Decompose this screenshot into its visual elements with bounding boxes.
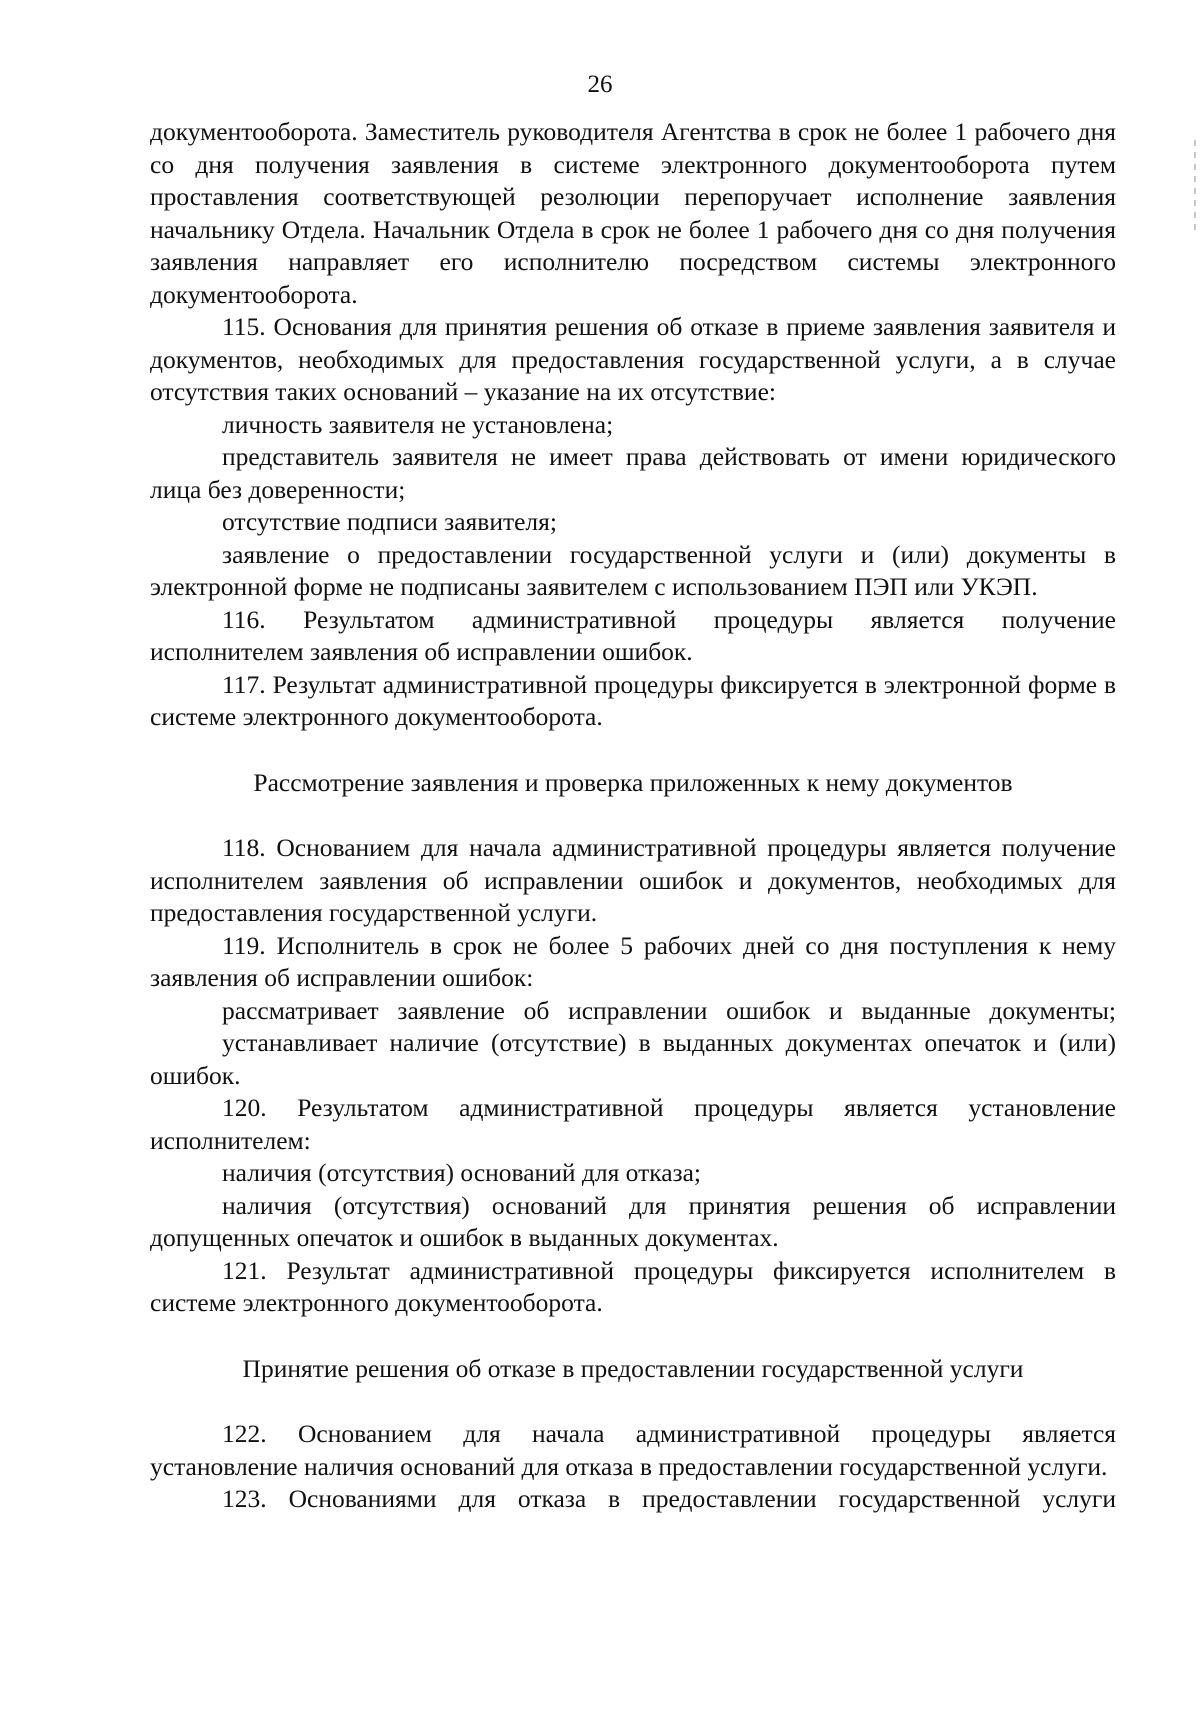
list-item-review: рассматривает заявление об исправлении ошибок и выданные документы; — [222, 995, 1116, 1025]
page-number: 26 — [587, 71, 613, 98]
paragraph-116: 116. Результатом административной процедуры является получение исполнителем заявления об исправлении ошибок. — [150, 604, 1116, 666]
section-heading-refusal: Принятие решения об отказе в предоставлении государственной услуги — [242, 1353, 1024, 1383]
list-item-electronic-form: заявление о предоставлении государственной услуги и (или) документы в электронной форме не подписаны заявителем с использованием ПЭП или УКЭП. — [150, 539, 1116, 601]
section-heading-review: Рассмотрение заявления и проверка приложенных к нему документов — [253, 767, 1013, 797]
paragraph-121: 121. Результат административной процедуры фиксируется исполнителем в системе электронного документооборота. — [150, 1255, 1116, 1317]
paragraph-115: 115. Основания для принятия решения об отказе в приеме заявления заявителя и документов, необходимых для предоставления государственной услуги, а в случае отсутствия таких оснований – указание на их отсутствие: — [150, 312, 1116, 406]
paragraph-122: 122. Основанием для начала административной процедуры является установление наличия оснований для отказа в предоставлении государственной услуги. — [150, 1419, 1116, 1481]
paragraph-123: 123. Основаниями для отказа в предоставлении государственной услуги — [222, 1484, 1116, 1513]
paragraph-120: 120. Результатом административной процедуры является установление исполнителем: — [150, 1093, 1116, 1155]
list-item-signature: отсутствие подписи заявителя; — [222, 507, 557, 536]
paragraph-continuation: документооборота. Заместитель руководителя Агентства в срок не более 1 рабочего дня со дня получения заявления в системе электронного документооборота путем проставления соответствующей резолюции перепоручает исполнение заявления начальнику Отдела. Начальник Отдела в срок не более 1 рабочего дня со дня получения заявления направляет его исполнителю посредством системы электронного документооборота. — [150, 117, 1116, 309]
list-item-representative: представитель заявителя не имеет права действовать от имени юридического лица без доверенности; — [150, 442, 1116, 504]
scan-margin-marks — [1194, 140, 1196, 230]
list-item-correction-grounds: наличия (отсутствия) оснований для принятия решения об исправлении допущенных опечаток и ошибок в выданных документах. — [150, 1190, 1116, 1252]
paragraph-118: 118. Основанием для начала административной процедуры является получение исполнителем заявления об исправлении ошибок и документов, необходимых для предоставления государственной услуги. — [150, 833, 1116, 927]
paragraph-117: 117. Результат административной процедуры фиксируется в электронной форме в системе электронного документооборота. — [150, 669, 1116, 731]
paragraph-119: 119. Исполнитель в срок не более 5 рабочих дней со дня поступления к нему заявления об исправлении ошибок: — [150, 930, 1116, 992]
document-body — [150, 116, 1116, 1516]
list-item-refusal-grounds: наличия (отсутствия) оснований для отказа; — [222, 1158, 702, 1187]
list-item-establish: устанавливает наличие (отсутствие) в выданных документах опечаток и (или) ошибок. — [150, 1028, 1116, 1090]
list-item-identity: личность заявителя не установлена; — [222, 409, 614, 439]
